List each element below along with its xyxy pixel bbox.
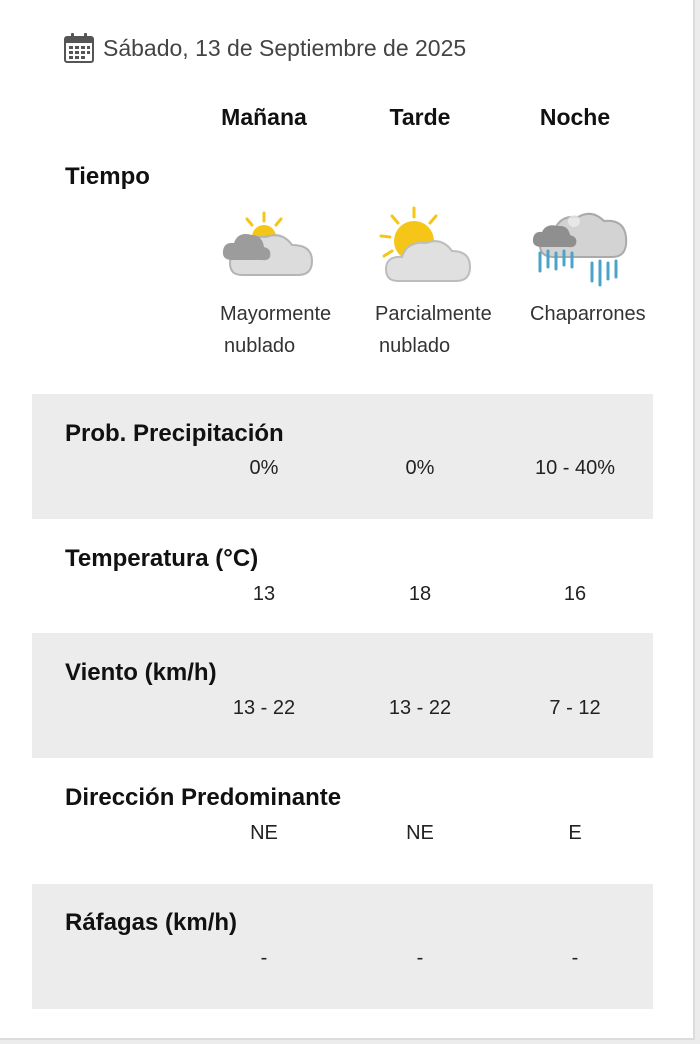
direction-label: Dirección Predominante <box>65 784 342 811</box>
gusts-night: - <box>571 947 579 969</box>
condition-morning <box>220 298 331 362</box>
date-text: Sábado, 13 de Septiembre de 2025 <box>103 34 467 61</box>
calendar-icon <box>63 32 95 64</box>
partly-cloudy-icon <box>372 205 482 295</box>
condition-night-line1: Chaparrones <box>530 303 646 325</box>
precip-morning: 0% <box>249 457 279 479</box>
temp-afternoon: 18 <box>408 583 432 605</box>
showers-icon <box>528 205 638 295</box>
weather-label: Tiempo <box>65 163 150 190</box>
direction-afternoon: NE <box>406 822 434 844</box>
gusts-morning: - <box>260 947 268 969</box>
wind-label: Viento (km/h) <box>65 659 217 686</box>
condition-morning-line2: nublado <box>224 335 296 357</box>
direction-morning: NE <box>250 822 278 844</box>
gusts-label: Ráfagas (km/h) <box>65 909 238 936</box>
precip-night: 10 - 40% <box>534 457 616 479</box>
precip-afternoon: 0% <box>405 457 435 479</box>
condition-morning-line1: Mayormente <box>220 303 332 325</box>
temp-night: 16 <box>563 583 587 605</box>
condition-afternoon-line2: nublado <box>379 335 451 357</box>
temp-label: Temperatura (°C) <box>65 545 259 572</box>
period-afternoon: Tarde <box>389 104 451 130</box>
wind-morning: 13 - 22 <box>232 697 296 719</box>
period-morning: Mañana <box>221 104 307 130</box>
direction-night: E <box>568 822 582 844</box>
condition-afternoon-line1: Parcialmente <box>375 303 492 325</box>
period-night: Noche <box>539 104 611 130</box>
condition-night <box>530 298 646 330</box>
condition-afternoon <box>375 298 492 362</box>
gusts-afternoon: - <box>416 947 424 969</box>
temp-morning: 13 <box>252 583 276 605</box>
mostly-cloudy-icon <box>212 205 322 295</box>
wind-afternoon: 13 - 22 <box>388 697 452 719</box>
wind-band <box>32 633 653 758</box>
precip-label: Prob. Precipitación <box>65 420 284 447</box>
wind-night: 7 - 12 <box>549 697 601 719</box>
date-header <box>63 30 466 66</box>
